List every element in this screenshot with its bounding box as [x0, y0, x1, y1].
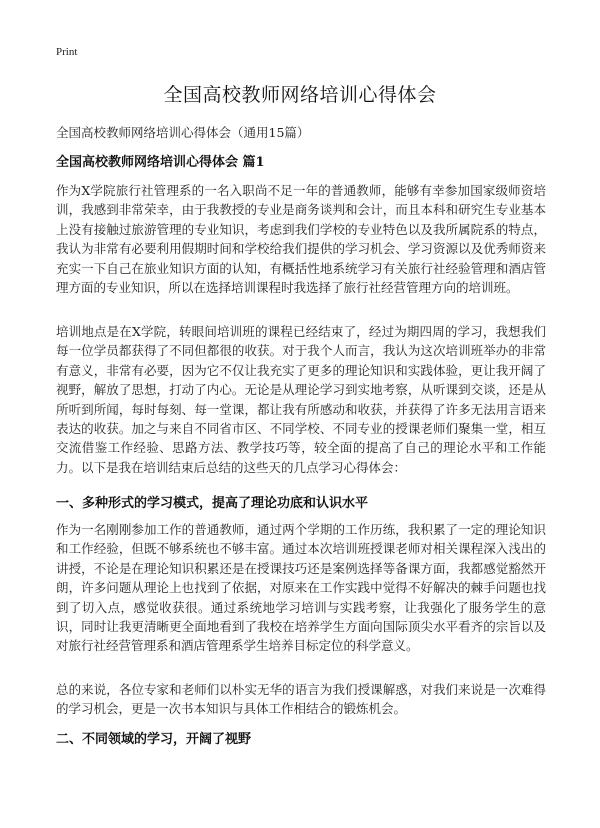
paragraph: 总的来说，各位专家和老师们以朴实无华的语言为我们授课解惑，对我们来说是一次难得的学习机会，更是一次书本知识与具体工作相结合的锻炼机会。 [56, 682, 546, 717]
paragraph: 作为一名刚刚参加工作的普通教师，通过两个学期的工作历练，我积累了一定的理论知识和工作经验，但既不够系统也不够丰富。通过本次培训班授课老师对相关课程深入浅出的讲授，不论是在理论知识积累还是在授课技巧还是案例选择等备课方面，我都感觉豁然开朗，许多问题从理论上也找到了依据，对原来在工作实践中觉得不好解决的棘手问题也找到了切入点，感觉收获很。通过系统地学习培训与实践考察，让我强化了服务学生的意识，同时让我更清晰更全面地看到了我校在培养学生方面向国际顶尖水平看齐的宗旨以及对旅行社经营管理系和酒店管理系学生培养目标定位的科学意义。 [56, 522, 546, 654]
section-heading: 二、不同领域的学习，开阔了视野 [56, 732, 252, 747]
section-heading: 全国高校教师网络培训心得体会 篇1 [56, 155, 265, 170]
section-heading: 一、多种形式的学习模式，提高了理论功底和认识水平 [56, 496, 369, 511]
print-link[interactable]: Print [56, 46, 78, 58]
paragraph: 作为X学院旅行社管理系的一名入职尚不足一年的普通教师，能够有幸参加国家级师资培训，我感到非常荣幸，由于我教授的专业是商务谈判和会计，而且本科和研究生专业基本上没有接触过旅游管理的专业知识，考虑到我们学校的专业特色以及我所属院系的特点，我认为非常有必要利用假期时间和学校给我们提供的学习机会、学习资源以及优秀师资来充实一下自己在旅业知识方面的认知，有概括性地系统学习有关旅行社经验管理和酒店管理方面的专业知识，所以在选择培训课程时我选择了旅行社经营管理方向的培训班。 [56, 183, 546, 296]
document-title: 全国高校教师网络培训心得体会 [163, 84, 437, 106]
paragraph: 培训地点是在X学院，转眼间培训班的课程已经结束了，经过为期四周的学习，我想我们每一位学员都获得了不同但都很的收获。对于我个人而言，我认为这次培训班举办的非常有意义，非常有必要，因为它不仅让我充实了更多的理论知识和实践体验，更让我开阔了视野，解放了思想，打动了内心。无论是从理论学习到实地考察，从听课到交谈，还是从所听到所闻，每时每刻、每一堂课，都让我有所感动和收获，并获得了许多无法用言语来表达的收获。加之与来自不同省市区、不同学校、不同专业的授课老师们聚集一堂，相互交流借鉴工作经验、思路方法、教学技巧等，较全面的提高了自己的理论水平和工作能力。以下是我在培训结束后总结的这些天的几点学习心得体会： [56, 324, 546, 475]
document-subtitle: 全国高校教师网络培训心得体会（通用15篇） [56, 125, 310, 140]
